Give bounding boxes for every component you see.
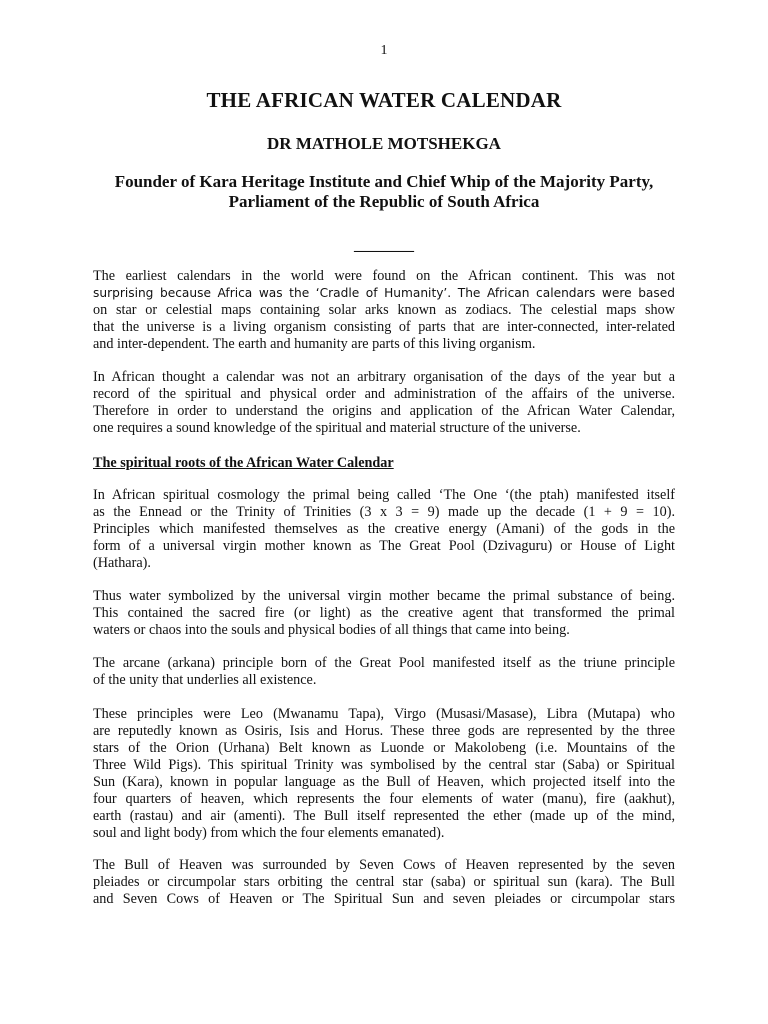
text-line: In African spiritual cosmology the primal being called ‘The One ‘(the ptah) manifested itself	[93, 487, 675, 503]
paragraph-arcane-principle	[93, 655, 675, 689]
paragraph-water-substance	[93, 588, 675, 639]
separator-line: ________	[354, 238, 414, 254]
text-line: (Hathara).	[93, 555, 151, 571]
text-line: soul and light body) from which the four elements emanated).	[93, 825, 445, 841]
text-line: surprising because Africa was the ‘Cradle of Humanity’. The African calendars were based	[93, 286, 675, 300]
text-line: four quarters of heaven, which represents the four elements of water (manu), fire (aakhut),	[93, 791, 675, 807]
text-line: Thus water symbolized by the universal virgin mother became the primal substance of being.	[93, 588, 675, 604]
affiliation-line: Founder of Kara Heritage Institute and Chief Whip of the Majority Party,	[114, 172, 654, 191]
text-line: The arcane (arkana) principle born of the Great Pool manifested itself as the triune principle	[93, 655, 675, 671]
text-line: are reputedly known as Osiris, Isis and Horus. These three gods are represented by the three	[93, 723, 675, 739]
paragraph-principles-trinity	[93, 706, 675, 842]
author-affiliation	[80, 172, 688, 212]
paragraph-earliest-calendars	[93, 268, 675, 353]
text-line: form of a universal virgin mother known as The Great Pool (Dzivaguru) or House of Light	[93, 538, 675, 554]
document-title: THE AFRICAN WATER CALENDAR	[206, 88, 562, 112]
text-line: waters or chaos into the souls and physical bodies of all things that came into being.	[93, 622, 570, 638]
text-line: as the Ennead or the Trinity of Trinities (3 x 3 = 9) made up the decade (1 + 9 = 10).	[93, 504, 675, 520]
text-line: In African thought a calendar was not an arbitrary organisation of the days of the year but a	[93, 369, 675, 385]
text-line: pleiades or circumpolar stars orbiting the central star (saba) or spiritual sun (kara). The Bull	[93, 874, 675, 890]
text-line: stars of the Orion (Urhana) Belt known as Luonde or Makolobeng (i.e. Mountains of the	[93, 740, 675, 756]
author-name: DR MATHOLE MOTSHEKGA	[267, 134, 501, 153]
paragraph-bull-of-heaven	[93, 857, 675, 908]
text-line: earth (rastau) and air (amenti). The Bull itself represented the ether (made up of the mind,	[93, 808, 675, 824]
text-line: Three Wild Pigs). This spiritual Trinity was symbolised by the central star (Saba) or Spiritual	[93, 757, 675, 773]
affiliation-line: Parliament of the Republic of South Africa	[228, 192, 540, 211]
text-line: that the universe is a living organism consisting of parts that are inter-connected, inter-related	[93, 319, 675, 335]
text-line: These principles were Leo (Mwanamu Tapa), Virgo (Musasi/Masase), Libra (Mutapa) who	[93, 706, 675, 722]
paragraph-spiritual-cosmology	[93, 487, 675, 572]
text-line: Principles which manifested themselves as the creative energy (Amani) of the gods in the	[93, 521, 675, 537]
page-number: 1	[380, 43, 388, 58]
text-line: The Bull of Heaven was surrounded by Seven Cows of Heaven represented by the seven	[93, 857, 675, 873]
text-line: Therefore in order to understand the origins and application of the African Water Calendar,	[93, 403, 675, 419]
text-line: The earliest calendars in the world were found on the African continent. This was not	[93, 268, 675, 284]
text-line: and Seven Cows of Heaven or The Spiritual Sun and seven pleiades or circumpolar stars	[93, 891, 675, 907]
text-line: Sun (Kara), known in popular language as the Bull of Heaven, which projected itself into the	[93, 774, 675, 790]
text-line: and inter-dependent. The earth and humanity are parts of this living organism.	[93, 336, 536, 352]
text-line: one requires a sound knowledge of the spiritual and material structure of the universe.	[93, 420, 581, 436]
text-line: record of the spiritual and physical order and administration of the affairs of the universe.	[93, 386, 675, 402]
section-heading: The spiritual roots of the African Water Calendar	[93, 455, 394, 471]
text-line: of the unity that underlies all existence.	[93, 672, 317, 688]
text-line: on star or celestial maps containing solar arks known as zodiacs. The celestial maps show	[93, 302, 675, 318]
paragraph-african-thought	[93, 369, 675, 437]
text-line: This contained the sacred fire (or light) as the creative agent that transformed the primal	[93, 605, 675, 621]
